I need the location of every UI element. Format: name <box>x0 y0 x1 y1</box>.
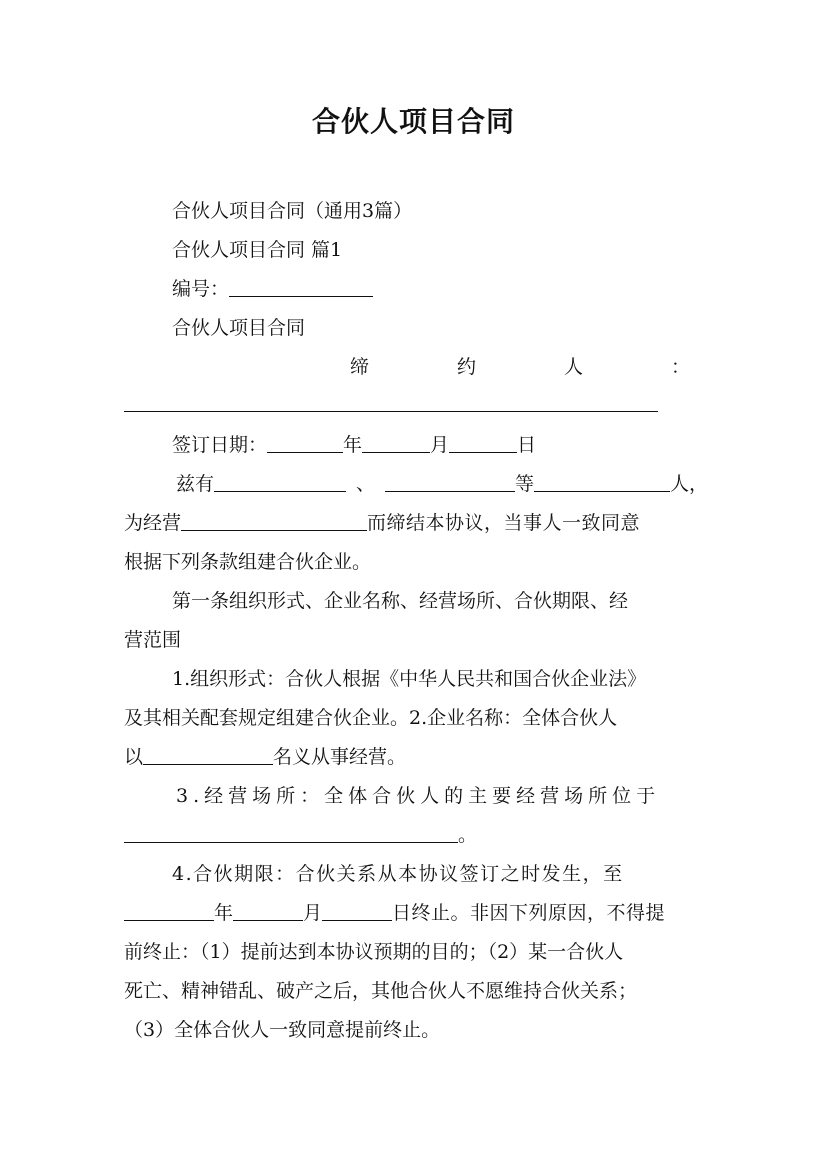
month-blank <box>362 432 430 453</box>
item1-line3 <box>124 738 827 776</box>
item1-line2: 及其相关配套规定组建合伙企业。2.企业名称：全体合伙人 <box>124 707 618 729</box>
date-month: 月 <box>430 434 450 456</box>
document-title: 合伙人项目合同 <box>311 105 515 138</box>
para1-ren: 人， <box>670 473 709 495</box>
signatory-blank <box>124 411 658 412</box>
item4-line5: （3）全体合伙人一致同意提前终止。 <box>124 1019 441 1041</box>
para1-line2-suffix: 而缔结本协议，当事人一致同意 <box>367 512 641 534</box>
signatory-char: 约 <box>456 356 476 378</box>
date-year: 年 <box>343 434 363 456</box>
heading-collection: 合伙人项目合同（通用3篇） <box>172 200 413 222</box>
heading-article: 合伙人项目合同 篇1 <box>172 239 343 261</box>
item1-line3-suffix: 名义从事经营。 <box>273 746 407 768</box>
party2-blank <box>385 471 515 492</box>
article1-line1: 第一条组织形式、企业名称、经营场所、合伙期限、经 <box>172 590 629 612</box>
party1-blank <box>214 471 346 492</box>
signatory-char: 人 <box>563 356 583 378</box>
para1-line2-prefix: 为经营 <box>124 512 182 534</box>
number-blank <box>229 276 373 297</box>
date-label: 签订日期： <box>172 434 268 456</box>
day-blank <box>449 432 517 453</box>
item4-line2 <box>124 894 827 932</box>
end-year-blank <box>124 900 214 921</box>
signatory-row <box>350 348 690 386</box>
business-blank <box>181 510 367 531</box>
para1-line1 <box>176 465 827 503</box>
item4-day-suffix: 日终止。非因下列原因，不得提 <box>392 902 666 924</box>
item4-year: 年 <box>214 902 234 924</box>
end-month-blank <box>233 900 303 921</box>
year-blank <box>267 432 343 453</box>
item3-line2 <box>124 816 827 854</box>
para1-line2 <box>124 504 827 542</box>
number-label: 编号： <box>172 278 230 300</box>
end-day-blank <box>322 900 392 921</box>
item3-end: 。 <box>458 824 478 846</box>
signatory-char: ： <box>670 356 690 378</box>
item1-line1: 1.组织形式：合伙人根据《中华人民共和国合伙企业法》 <box>172 668 647 690</box>
item4-line1: 4.合伙期限：合伙关系从本协议签订之时发生，至 <box>172 863 624 885</box>
para1-sep: 、 <box>356 473 376 495</box>
item1-line3-prefix: 以 <box>124 746 144 768</box>
signatory-char: 缔 <box>350 356 370 378</box>
para1-deng: 等 <box>515 473 535 495</box>
item3-line1: 3.经营场所：全体合伙人的主要经营场所位于 <box>176 785 661 807</box>
para1-line3: 根据下列条款组建合伙企业。 <box>124 551 372 573</box>
date-row <box>172 426 827 464</box>
article1-line2: 营范围 <box>124 629 182 651</box>
item4-month: 月 <box>303 902 323 924</box>
item4-line3: 前终止：（1）提前达到本协议预期的目的；（2）某一合伙人 <box>124 941 624 963</box>
company-name-blank <box>143 744 273 765</box>
party3-blank <box>534 471 670 492</box>
document-subtitle: 合伙人项目合同 <box>172 317 306 339</box>
date-day: 日 <box>517 434 537 456</box>
number-row <box>172 270 827 308</box>
para1-prefix: 兹有 <box>176 473 215 495</box>
address-blank <box>124 822 458 843</box>
item4-line4: 死亡、精神错乱、破产之后，其他合伙人不愿维持合伙关系； <box>124 980 638 1002</box>
